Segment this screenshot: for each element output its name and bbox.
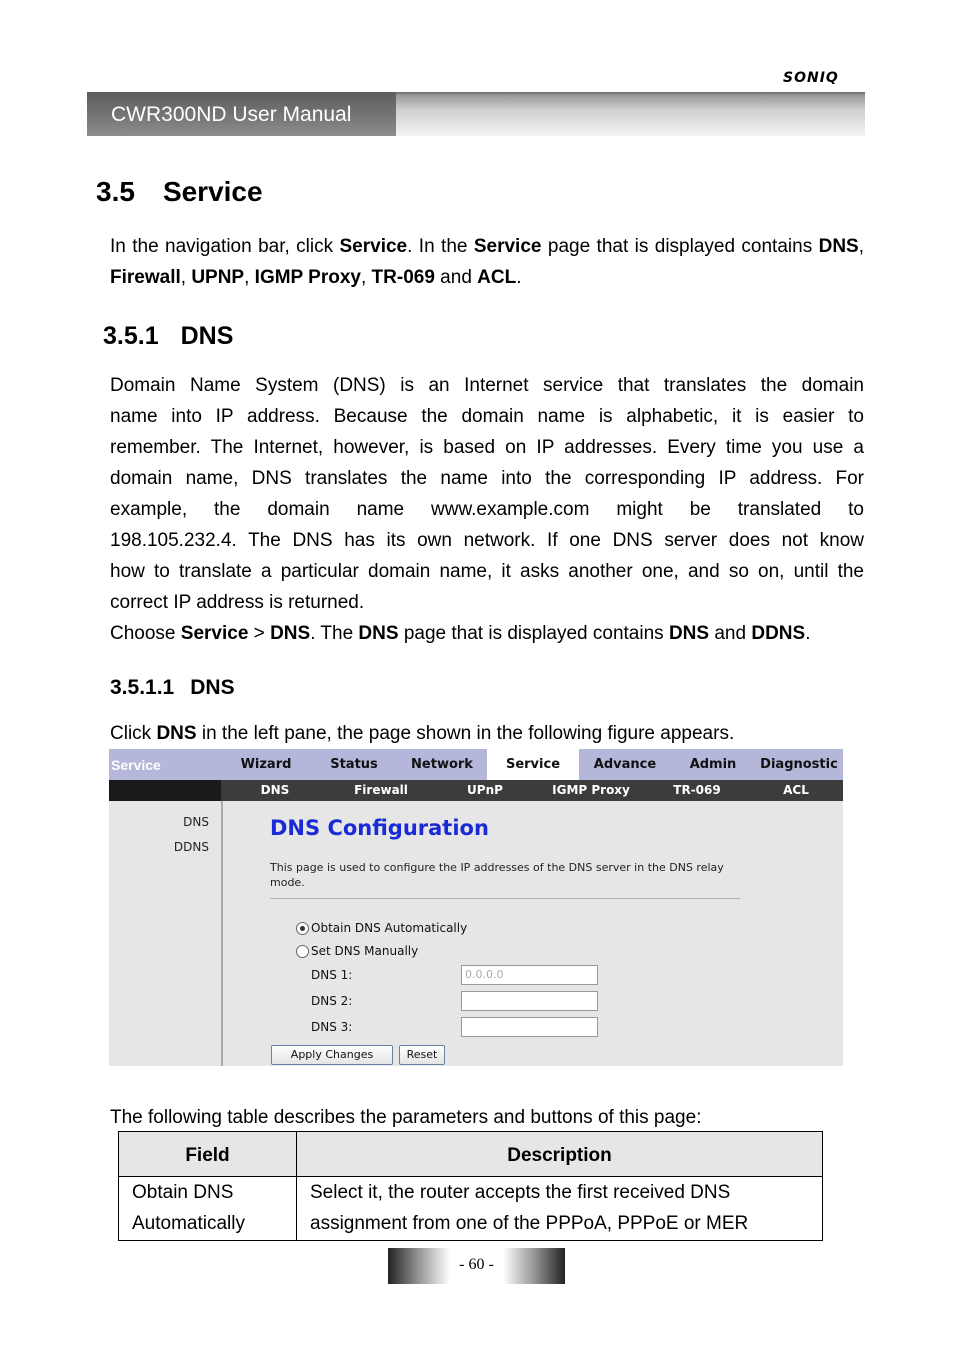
reset-button[interactable]: Reset [399,1045,445,1065]
body-line: 198.105.232.4. The DNS has its own network. If one DNS server does not know [110,530,864,551]
tab-network[interactable]: Network [411,757,473,772]
left-item-dns[interactable]: DNS [183,815,209,829]
subsubsection-title: DNS [190,676,235,699]
section-title: Service [162,176,263,207]
page-number: - 60 - [459,1256,494,1273]
apply-changes-button[interactable]: Apply Changes [271,1045,393,1065]
section-heading [96,176,263,208]
subsection-title: DNS [180,322,234,350]
tab-advance[interactable]: Advance [593,757,657,772]
dns1-input[interactable]: 0.0.0.0 [461,965,598,985]
parameter-table [118,1131,823,1241]
description-line: assignment from one of the PPPoA, PPPoE or MER [310,1213,749,1234]
tab-wizard[interactable]: Wizard [240,757,292,772]
router-logo: Service [111,757,161,773]
section-intro: In the navigation bar, click Service. In the Service page that is displayed contains DNS, Firewall, UPNP, IGMP Proxy, TR-069 and ACL. [110,236,864,288]
subtab-igmp-proxy[interactable]: IGMP Proxy [552,783,630,797]
config-description: This page is used to configure the IP addresses of the DNS server in the DNS relay mode. [270,861,724,889]
divider [270,898,740,899]
table-intro: The following table describes the parameters and buttons of this page: [110,1107,702,1128]
subtab-firewall[interactable]: Firewall [354,783,408,797]
dns1-label: DNS 1: [311,968,353,982]
body-line: example, the domain name www.example.com might be translated to [110,499,864,520]
sub-nav [109,780,843,801]
config-title: DNS Configuration [270,816,489,840]
section-number: 3.5 [96,176,135,207]
subtab-upnp[interactable]: UPnP [467,783,503,797]
dns2-label: DNS 2: [311,994,353,1008]
subsection-heading [103,322,233,351]
description-line: Select it, the router accepts the first received DNS [310,1182,731,1203]
dns3-input[interactable] [461,1017,598,1037]
tab-status[interactable]: Status [330,757,378,772]
click-line: Click DNS in the left pane, the page shown in the following figure appears. [110,723,735,744]
radio-set-manual-label: Set DNS Manually [311,944,419,958]
left-pane [109,801,223,1066]
choose-line: Choose Service > DNS. The DNS page that is displayed contains DNS and DDNS. [110,623,811,644]
table-header-description: Description [297,1132,822,1176]
table-header-field: Field [119,1132,296,1176]
manual-title: CWR300ND User Manual [111,103,352,126]
body-line: correct IP address is returned. [110,592,365,613]
body-line: name into IP address. Because the domain name is alphabetic, it is easier to [110,406,864,427]
tab-admin[interactable]: Admin [689,757,737,772]
body-line: domain name, DNS translates the name into the corresponding IP address. For [110,468,864,489]
radio-obtain-auto-label: Obtain DNS Automatically [311,921,468,935]
dns2-input[interactable] [461,991,598,1011]
body-line: remember. The Internet, however, is based on IP addresses. Every time you use a [110,437,864,458]
radio-obtain-auto[interactable] [296,922,309,935]
body-line: Domain Name System (DNS) is an Internet service that translates the domain [110,375,864,396]
subsubsection-number: 3.5.1.1 [110,676,175,699]
tab-service[interactable]: Service [487,749,579,780]
subtab-dns[interactable]: DNS [260,783,290,797]
router-screenshot [109,749,843,1066]
sub-nav-side [109,780,221,801]
subsection-number: 3.5.1 [103,322,159,350]
field-line: Obtain DNS [132,1182,234,1203]
left-item-ddns[interactable]: DDNS [173,840,209,854]
radio-set-manual[interactable] [296,945,309,958]
subsubsection-heading [110,676,235,700]
brand-logo: SONIQ [783,70,839,86]
body-line: how to translate a particular domain name, it asks another one, and so on, until the [110,561,864,582]
tab-diagnostic[interactable]: Diagnostic [760,757,838,772]
table-row-field [132,1177,245,1239]
field-line: Automatically [132,1213,245,1234]
table-row-description [310,1177,748,1239]
subtab-acl[interactable]: ACL [783,783,809,797]
dns3-label: DNS 3: [311,1020,353,1034]
subtab-tr-069[interactable]: TR-069 [673,783,721,797]
top-nav [109,749,843,780]
